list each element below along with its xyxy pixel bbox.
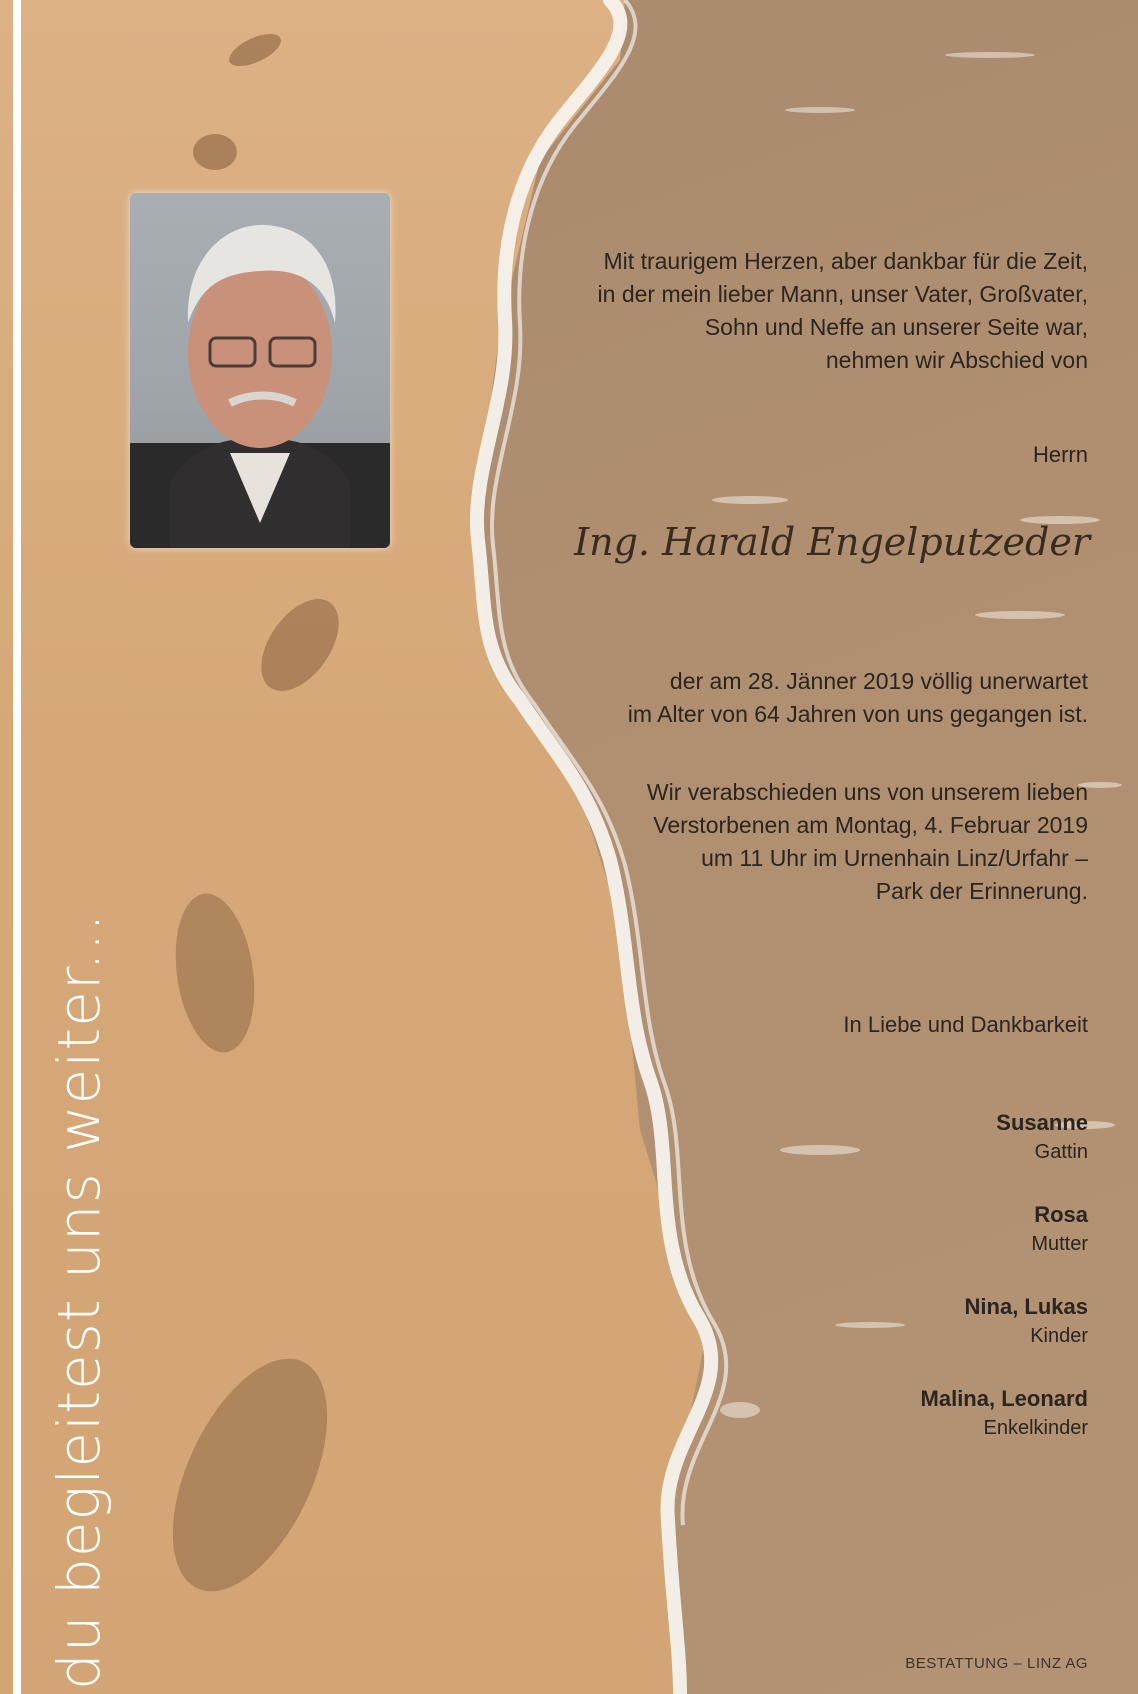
intro-line: in der mein lieber Mann, unser Vater, Großvater, [597,281,1088,307]
farewell-line: Verstorbenen am Montag, 4. Februar 2019 [653,812,1088,838]
passing-line: im Alter von 64 Jahren von uns gegangen ist. [627,701,1088,727]
mourner-entry [688,1200,1088,1258]
passing-text [628,665,1088,731]
intro-line: Mit traurigem Herzen, aber dankbar für die Zeit, [603,248,1088,274]
farewell-line: um 11 Uhr im Urnenhain Linz/Urfahr – [701,845,1088,871]
person-icon [130,193,390,548]
salutation: Herrn [1032,442,1088,467]
farewell-line: Wir verabschieden uns von unserem lieben [646,779,1088,805]
intro-line: Sohn und Neffe an unserer Seite war, [704,314,1088,340]
footprint-icon [165,885,265,1060]
mourner-entry [688,1292,1088,1350]
portrait-photo [130,193,390,548]
mourner-entry [688,1384,1088,1442]
footprint-icon [185,120,245,180]
white-border-line [13,0,21,1694]
mourner-role: Kinder [1030,1325,1088,1347]
footer-credit: BESTATTUNG – LINZ AG [905,1655,1088,1672]
footprint-icon [250,585,350,705]
mourner-role: Mutter [1031,1233,1088,1255]
mourner-name: Malina, Leonard [920,1386,1088,1411]
mourner-name: Rosa [1034,1202,1088,1227]
mourner-name: Susanne [996,1110,1088,1135]
intro-line: nehmen wir Abschied von [825,347,1088,373]
side-caption: du begleitest uns weiter... [45,912,113,1690]
farewell-text [647,776,1088,908]
deceased-name: Ing. Harald Engelputzeder [574,520,1090,564]
mourner-name: Nina, Lukas [964,1294,1088,1319]
mourner-entry [688,1108,1088,1166]
mourners-list [688,1108,1088,1476]
passing-line: der am 28. Jänner 2019 völlig unerwartet [669,668,1088,694]
mourner-role: Gattin [1034,1141,1088,1163]
mourner-role: Enkelkinder [983,1417,1088,1439]
closing-text: In Liebe und Dankbarkeit [843,1012,1088,1037]
footprint-icon [155,1340,345,1610]
farewell-line: Park der Erinnerung. [875,878,1088,904]
footprint-icon [220,22,290,72]
intro-text [488,245,1088,377]
